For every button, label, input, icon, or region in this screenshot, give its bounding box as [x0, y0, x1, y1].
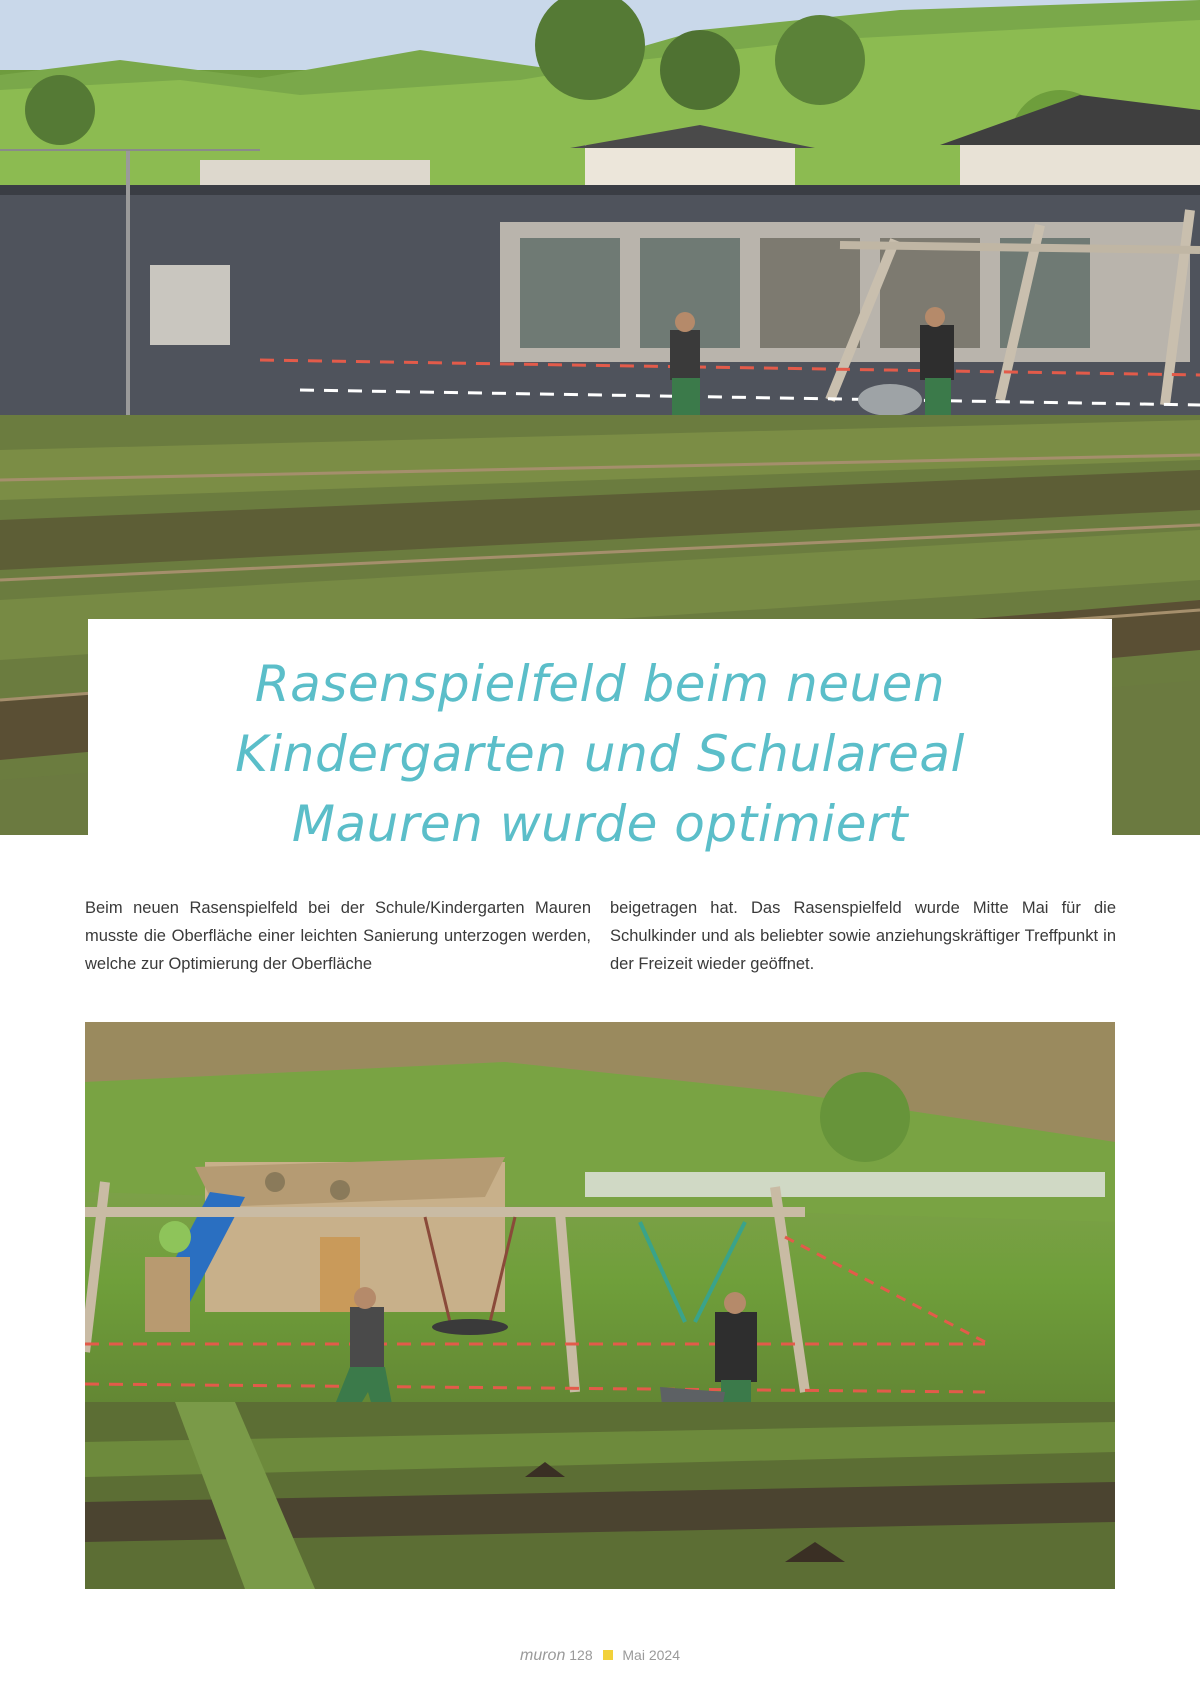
footer-square-marker	[603, 1650, 613, 1660]
playground-photo-illustration	[85, 1022, 1115, 1589]
page-footer	[0, 1647, 1200, 1665]
footer-date: Mai 2024	[622, 1647, 680, 1663]
title-line-2: Kindergarten und Schulareal	[235, 725, 965, 783]
article-title	[88, 619, 1112, 859]
playground-photo	[85, 1022, 1115, 1589]
title-line-1: Rasenspielfeld beim neuen	[254, 655, 946, 713]
title-card	[88, 619, 1112, 855]
title-line-3: Mauren wurde optimiert	[291, 795, 909, 853]
body-column-right: beigetragen hat. Das Rasenspielfeld wurde Mitte Mai für die Schulkinder und als beliebter sowie anziehungskräftiger Treffpunkt in der Freizeit wieder geöffnet.	[610, 899, 1116, 973]
footer-brand: muron	[520, 1647, 566, 1664]
footer-issue: 128	[569, 1647, 593, 1663]
article-body	[85, 894, 1116, 978]
body-column-left: Beim neuen Rasenspielfeld bei der Schule/Kindergarten Mauren musste die Oberfläche einer leichten Sanierung unterzogen werden, welche zur Optimierung der Oberfläche	[85, 899, 591, 973]
